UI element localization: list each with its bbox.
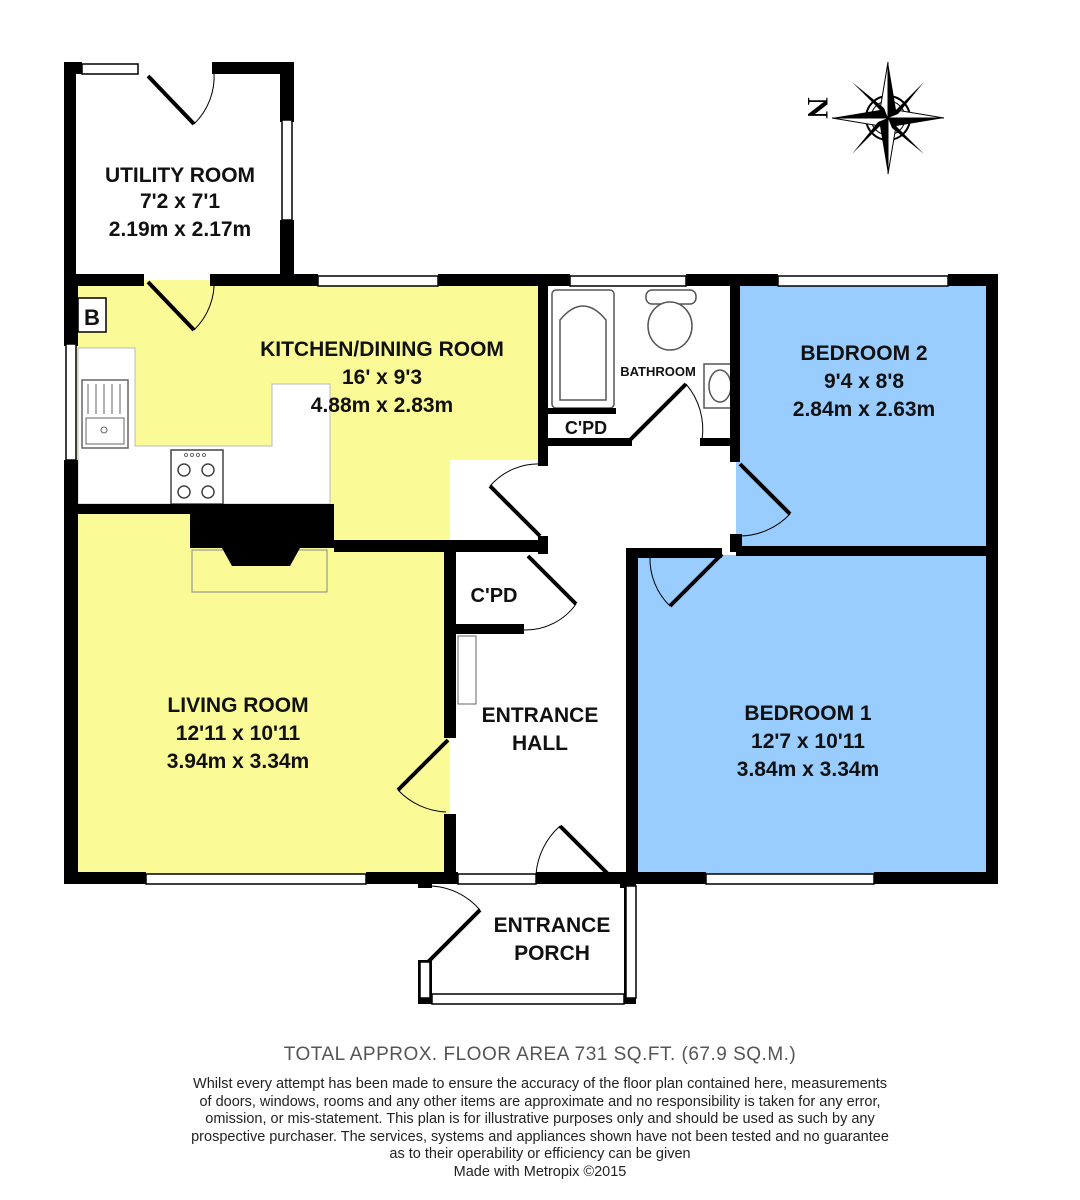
total-floor-area: TOTAL APPROX. FLOOR AREA 731 SQ.FT. (67.9 SQ.M.)	[283, 1044, 797, 1065]
window-bedroom1-bottom	[706, 874, 874, 884]
utility-room-dim-metric: 2.19m x 2.17m	[108, 218, 252, 241]
boiler	[78, 298, 106, 332]
bath-inner	[560, 306, 606, 400]
disclaimer-line: of doors, windows, rooms and any other items are approximate and no responsibility is taken for any error,	[199, 1093, 881, 1110]
living-room-name: LIVING ROOM	[167, 694, 309, 717]
living-room-dim-imperial: 12'11 x 10'11	[175, 722, 301, 745]
hall-label-line2: HALL	[512, 732, 568, 755]
basin-bowl	[709, 370, 731, 402]
window-porch-bottom	[432, 994, 624, 1004]
hall-radiator	[458, 636, 476, 704]
disclaimer-line: prospective purchaser. The services, systems and appliances shown have not been tested and no guarantee	[191, 1128, 889, 1145]
bedroom2-dim-metric: 2.84m x 2.63m	[792, 398, 936, 421]
credit: Made with Metropix ©2015	[453, 1163, 627, 1180]
utility-room-name: UTILITY ROOM	[104, 164, 256, 187]
compass-icon	[801, 62, 944, 174]
bath-cupboard-name: C'PD	[564, 418, 608, 438]
kitchen-name: KITCHEN/DINING ROOM	[260, 338, 504, 361]
hall-cupboard-name: C'PD	[470, 585, 518, 607]
porch-label-line1: ENTRANCE	[493, 914, 611, 937]
bedroom2-name: BEDROOM 2	[800, 342, 928, 365]
window-living-bottom	[146, 874, 366, 884]
bedroom1-dim-metric: 3.84m x 3.34m	[736, 758, 880, 781]
toilet-bowl	[648, 302, 692, 350]
fireplace	[190, 504, 334, 592]
hall-label-line1: ENTRANCE	[481, 704, 599, 727]
hall-floor	[450, 460, 630, 880]
window-kitchen-left	[66, 344, 76, 460]
window-porch-right	[626, 886, 636, 998]
disclaimer-line: as to their operability or efficiency can be given	[389, 1146, 691, 1162]
bedroom2-dim-imperial: 9'4 x 8'8	[823, 370, 905, 393]
porch-label-line2: PORCH	[514, 942, 590, 965]
bedroom1-name: BEDROOM 1	[744, 702, 872, 725]
window-utility-top	[82, 64, 138, 74]
window-bedroom2-top	[778, 276, 948, 286]
window-utility-right	[282, 120, 292, 220]
sink-bowl	[86, 418, 124, 444]
utility-room-dim-imperial: 7'2 x 7'1	[139, 190, 221, 213]
door-porch	[428, 886, 480, 962]
window-porch-left	[420, 962, 430, 998]
boiler-label: B	[84, 305, 100, 330]
kitchen-dim-imperial: 16' x 9'3	[341, 366, 423, 389]
living-room-dim-metric: 3.94m x 3.34m	[166, 750, 310, 773]
window-hall-bottom	[458, 874, 536, 884]
disclaimer-line: omission, or mis-statement. This plan is for illustrative purposes only and should be used as such by any	[205, 1111, 875, 1127]
window-kitchen-top	[318, 276, 438, 286]
compass-n-label: N	[801, 97, 834, 119]
disclaimer-line: Whilst every attempt has been made to ensure the accuracy of the floor plan contained here, measurements	[193, 1076, 887, 1092]
kitchen-dim-metric: 4.88m x 2.83m	[310, 394, 454, 417]
disclaimer	[0, 1076, 1080, 1181]
bathroom-name: BATHROOM	[620, 364, 696, 379]
bedroom1-dim-imperial: 12'7 x 10'11	[751, 730, 865, 753]
window-bath-top	[570, 276, 686, 286]
